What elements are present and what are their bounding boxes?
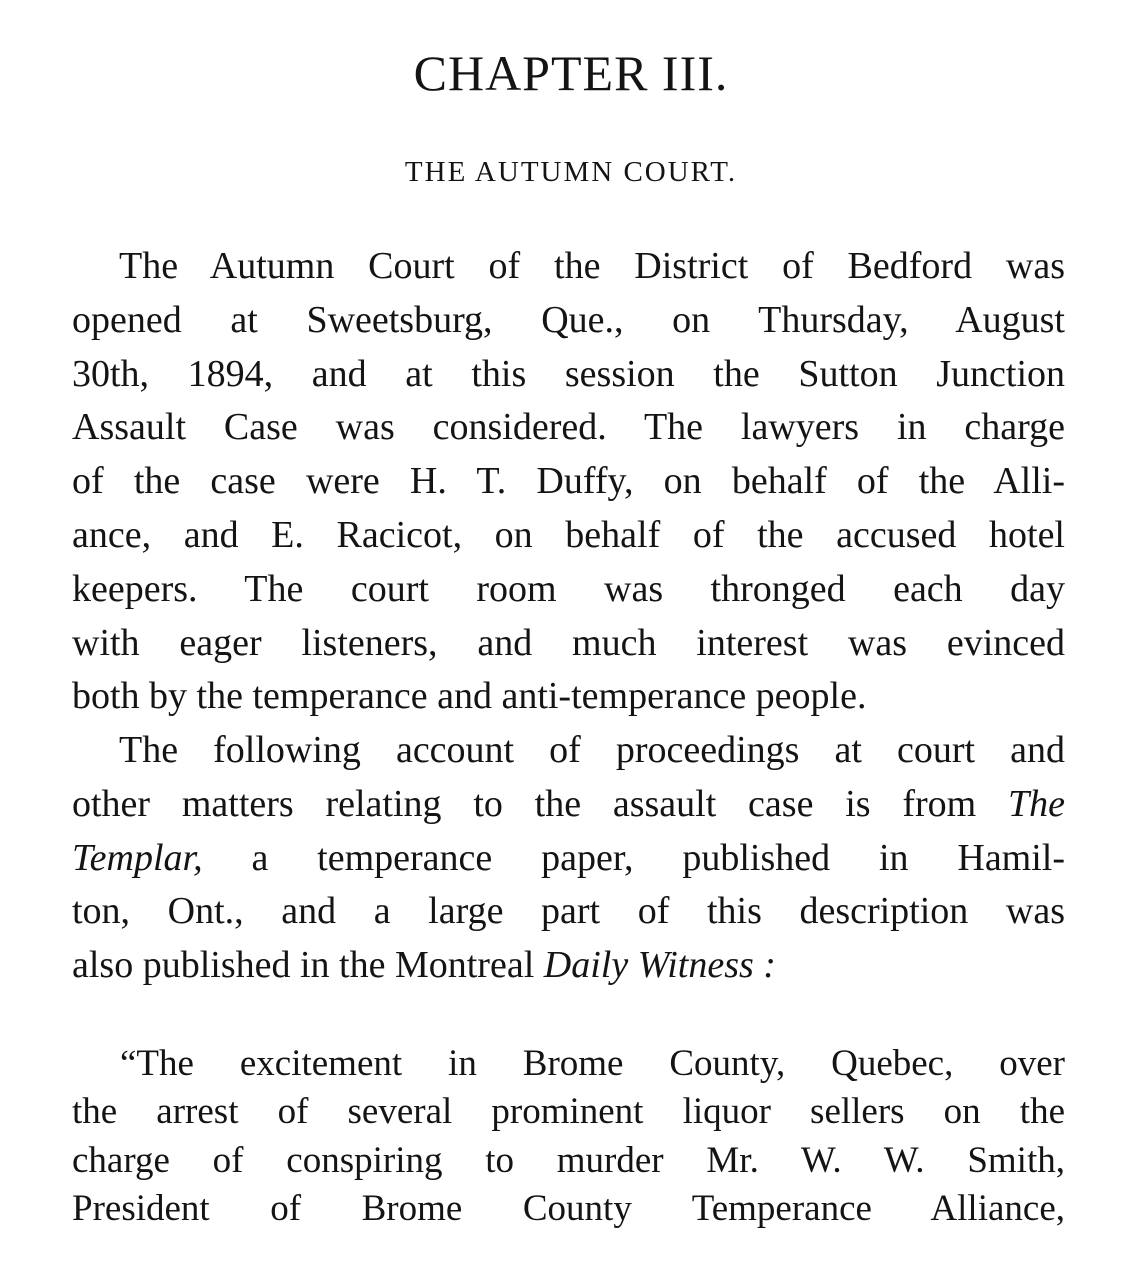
text-line <box>72 939 1065 993</box>
text-line: the arrest of several prominent liquor sellers on the <box>72 1091 1065 1133</box>
text-fragment: other matters relating to the assault case is from <box>72 782 977 825</box>
text-line <box>72 832 1065 886</box>
text-line: keepers. The court room was thronged each day <box>72 567 1065 610</box>
text-line: President of Brome County Temperance Alliance, <box>72 1187 1065 1229</box>
chapter-title: CHAPTER III. <box>413 45 729 101</box>
paragraph-source <box>72 724 1065 993</box>
text-line: ance, and E. Racicot, on behalf of the accused hotel <box>72 513 1065 556</box>
text-line: “The excitement in Brome County, Quebec, over <box>120 1043 1065 1084</box>
paragraph-intro <box>72 240 1065 724</box>
text-line: The following account of proceedings at court and <box>119 729 1065 771</box>
text-line: The Autumn Court of the District of Bedford was <box>119 245 1065 287</box>
text-line: opened at Sweetsburg, Que., on Thursday, August <box>72 298 1065 341</box>
text-line: charge of conspiring to murder Mr. W. W. Smith, <box>72 1139 1065 1181</box>
text-line <box>72 778 1065 832</box>
text-fragment: a temperance paper, published in Hamil- <box>251 836 1066 879</box>
italic-title: Daily Witness : <box>543 944 776 987</box>
text-line: both by the temperance and anti-temperance people. <box>72 675 867 718</box>
text-line: ton, Ont., and a large part of this description was <box>72 890 1065 933</box>
text-line: with eager listeners, and much interest was evinced <box>72 621 1065 664</box>
text-line: 30th, 1894, and at this session the Sutton Junction <box>72 352 1065 395</box>
text-line: Assault Case was considered. The lawyers in charge <box>72 406 1065 449</box>
chapter-subtitle: THE AUTUMN COURT. <box>404 156 738 188</box>
text-line: of the case were H. T. Duffy, on behalf of the Alli- <box>72 460 1065 503</box>
text-fragment: also published in the Montreal <box>72 944 535 987</box>
italic-title: The <box>1008 782 1065 825</box>
quoted-passage <box>72 1040 1065 1233</box>
italic-title: Templar, <box>72 836 203 879</box>
